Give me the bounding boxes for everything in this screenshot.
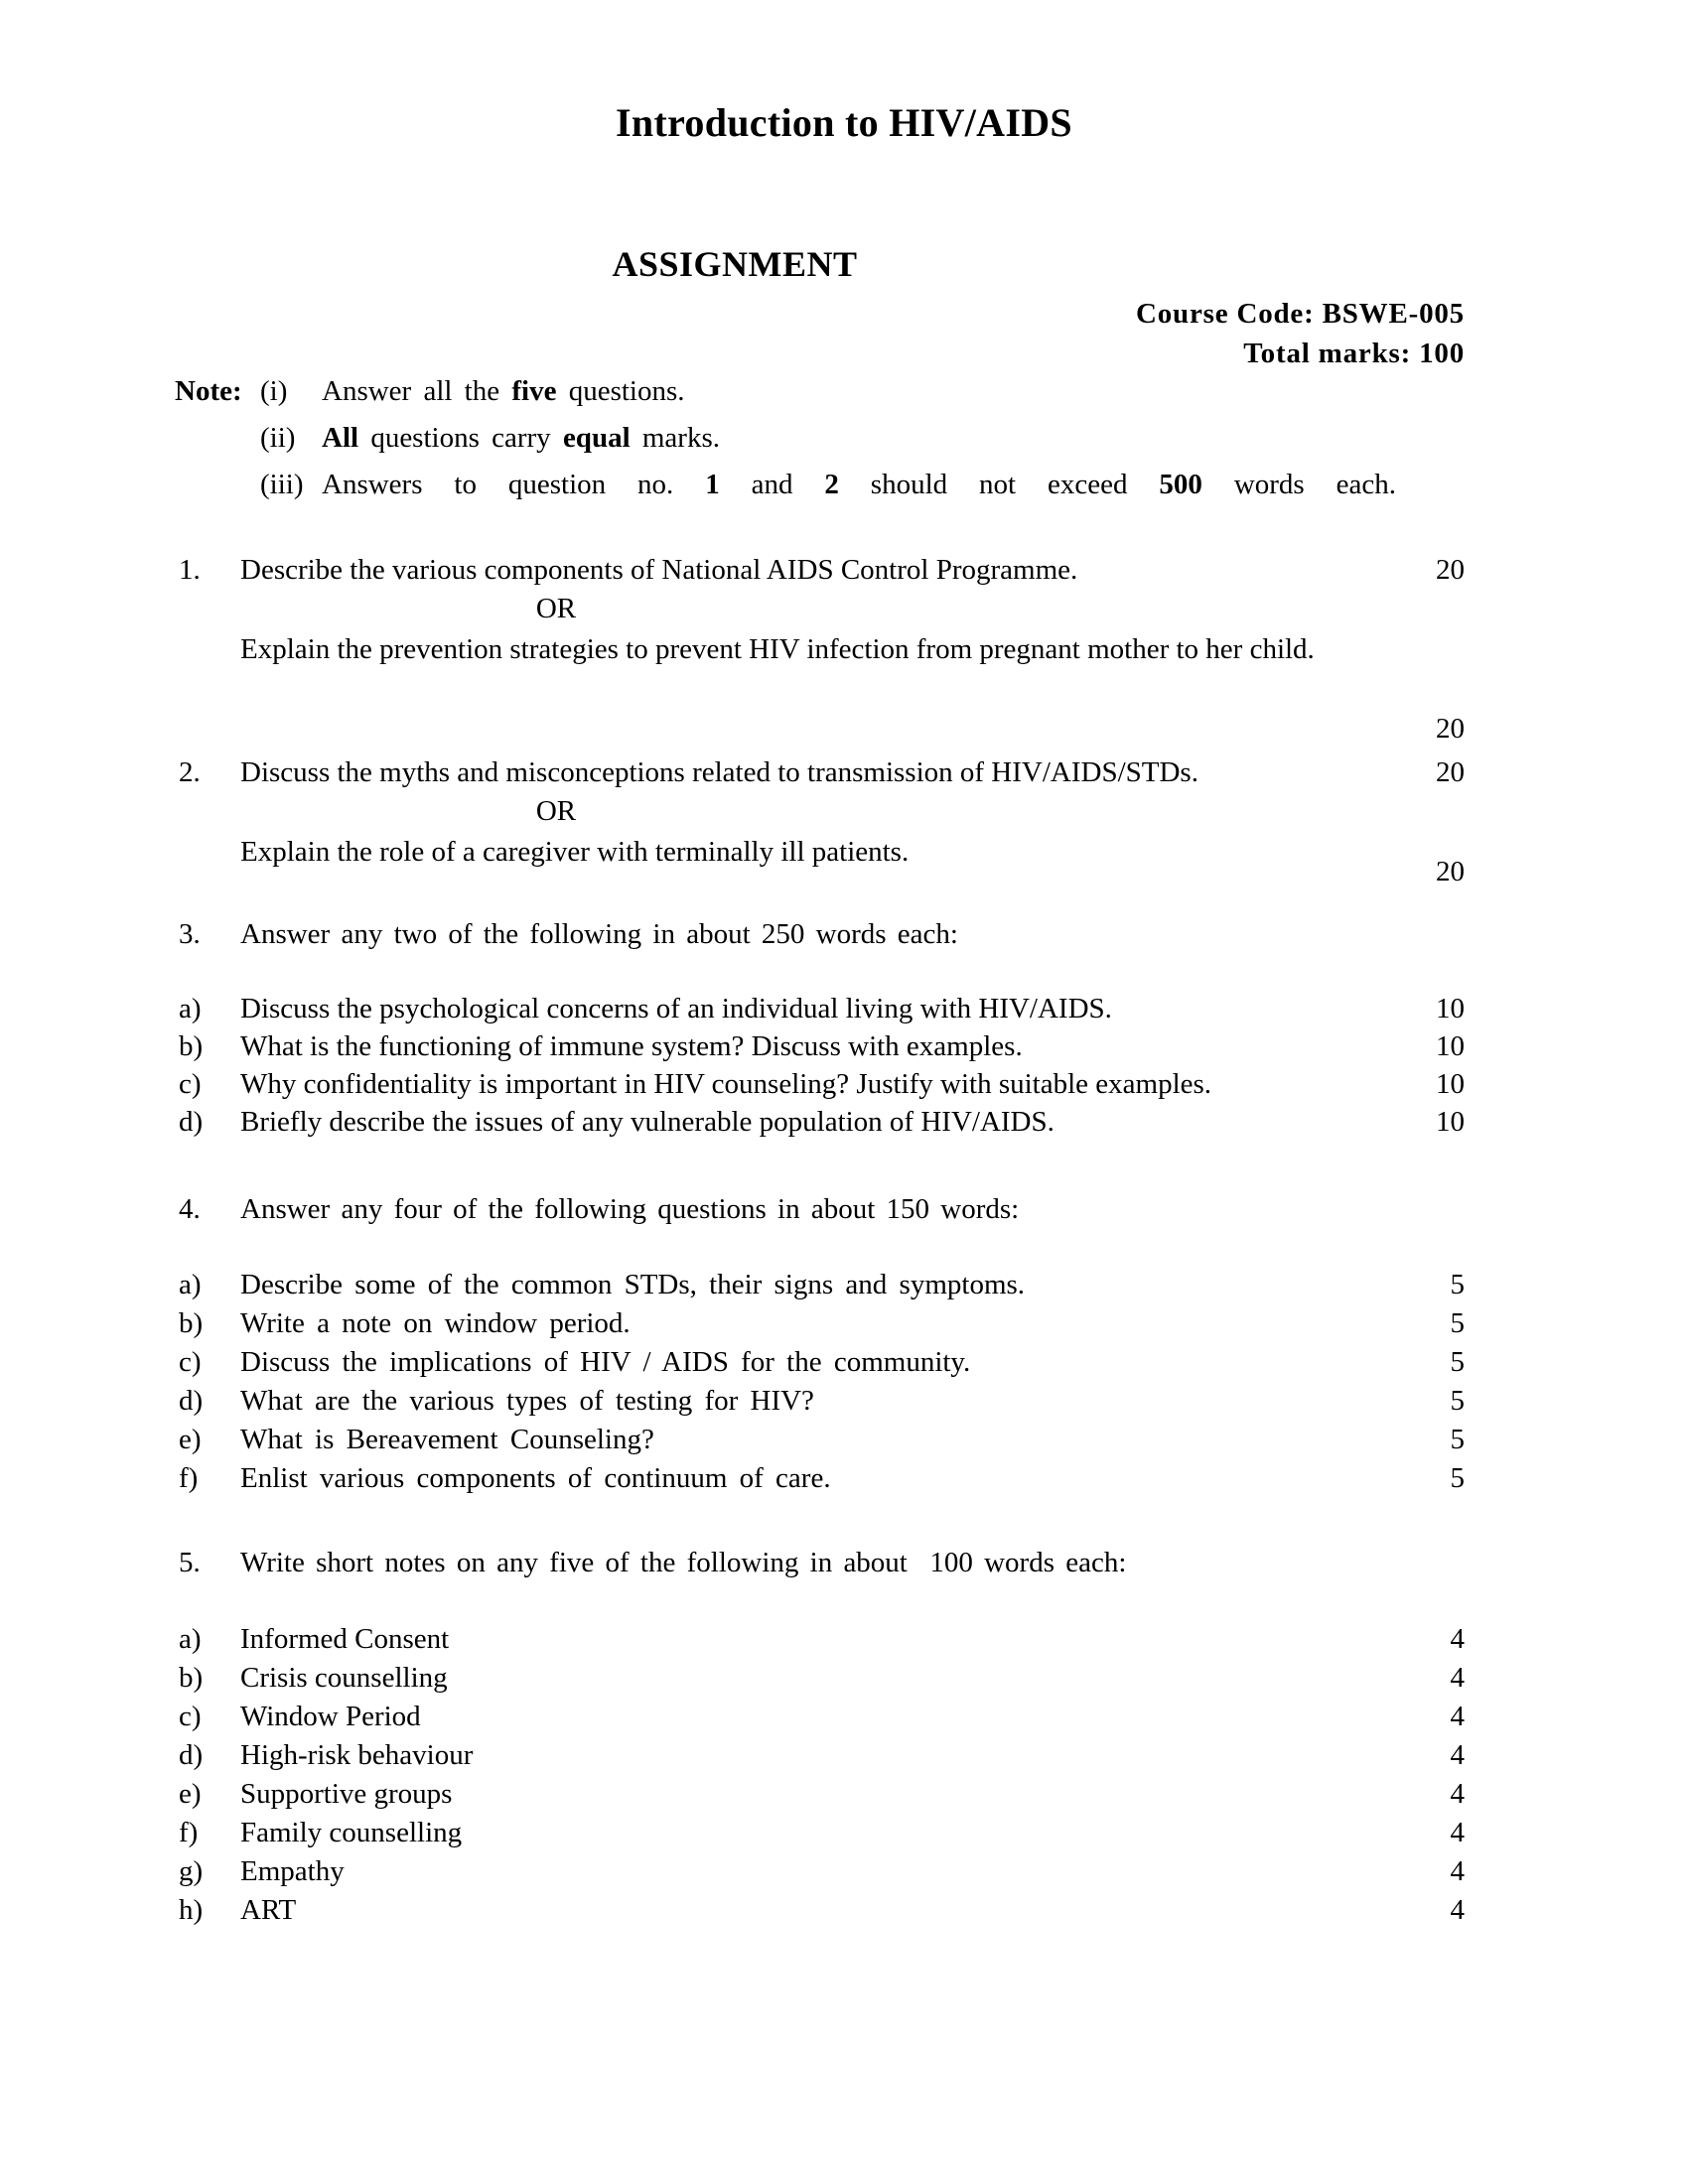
list-item [179,1030,1470,1068]
question-3 [179,918,1470,951]
question-text: Explain the prevention strategies to prevent HIV infection from pregnant mother to her child. [240,633,1315,665]
list-item-marks: 4 [1450,1855,1465,1887]
question-number: 3. [179,918,201,950]
question-stem: Answer any four of the following questions in about 150 words: [240,1193,1020,1225]
note-numeral: (i) [260,375,288,407]
question-body [240,836,1470,869]
list-item-label: d) [179,1385,204,1417]
question-5-items [179,1623,1470,1933]
list-item-text: Write a note on window period. [240,1307,631,1339]
list-item-label: c) [179,1068,202,1100]
question-number: 2. [179,756,201,788]
note-text-emphasis: All [322,422,359,454]
total-marks: Total marks: 100 [1243,338,1465,369]
question-number: 4. [179,1193,201,1225]
question-number: 1. [179,554,201,586]
note-text-emphasis: equal [562,422,631,454]
question-body [240,1193,1470,1226]
course-code: Course Code: BSWE-005 [1136,298,1465,330]
question-4-items [179,1269,1470,1501]
list-item-text: Empathy [240,1855,345,1887]
note-text-part: questions. [556,375,685,407]
question-stem: Write short notes on any five of the following in about 100 words each: [240,1547,1127,1578]
list-item-text: Crisis counselling [240,1662,448,1694]
list-item-marks: 10 [1436,993,1465,1024]
list-item-marks: 5 [1450,1462,1465,1494]
list-item-label: e) [179,1424,202,1455]
list-item-label: a) [179,993,202,1024]
list-item-text: What are the various types of testing for HIV? [240,1385,814,1417]
list-item-label: b) [179,1662,204,1694]
list-item-text: Window Period [240,1701,421,1732]
note-block [175,375,1396,515]
list-item-label: h) [179,1894,204,1926]
list-item-text: Enlist various components of continuum of care. [240,1462,831,1494]
note-text-emphasis: 2 [824,469,839,500]
list-item-text: Briefly describe the issues of any vulnerable population of HIV/AIDS. [240,1106,1055,1138]
question-marks: 20 [1436,856,1465,887]
list-item-text: Family counselling [240,1817,463,1848]
list-item-marks: 10 [1436,1068,1465,1100]
list-item-text: What is Bereavement Counseling? [240,1424,654,1455]
list-item [179,1269,1470,1307]
question-3-items [179,993,1470,1144]
note-item [175,375,1396,408]
question-body [240,1547,1470,1579]
list-item-marks: 4 [1450,1817,1465,1848]
question-body [240,918,1470,951]
list-item [179,1106,1470,1144]
list-item-marks: 5 [1450,1424,1465,1455]
page-title: Introduction to HIV/AIDS [616,100,1072,145]
list-item-marks: 4 [1450,1662,1465,1694]
list-item-marks: 5 [1450,1307,1465,1339]
list-item-label: f) [179,1462,199,1494]
question-marks: 20 [1436,713,1465,745]
note-text-emphasis: five [511,375,557,407]
question-stem-row [179,1193,1470,1226]
course-meta [1136,294,1465,373]
list-item-text: Supportive groups [240,1778,453,1810]
note-text-part: Answer all the [322,375,512,407]
list-item [179,1307,1470,1346]
list-item [179,1894,1470,1933]
list-item [179,1662,1470,1701]
question-stem-row [179,918,1470,951]
question-stem-row [179,1547,1470,1579]
question-body [240,633,1470,666]
note-text [322,469,1396,501]
question-text: Explain the role of a caregiver with terminally ill patients. [240,836,910,868]
note-text-part: questions carry [358,422,563,454]
list-item [179,1623,1470,1662]
list-item [179,1855,1470,1894]
note-numeral: (ii) [260,422,296,454]
or-separator: OR [535,795,577,827]
question-marks: 20 [1436,554,1465,586]
list-item-marks: 10 [1436,1030,1465,1062]
list-item-label: a) [179,1269,202,1300]
note-text-part: Answers to question no. [322,469,706,500]
question-4 [179,1193,1470,1226]
list-item-text: Why confidentiality is important in HIV counseling? Justify with suitable examples. [240,1068,1212,1100]
note-item [175,422,1396,455]
list-item-label: c) [179,1346,202,1378]
list-item-text: Informed Consent [240,1623,450,1655]
list-item [179,1701,1470,1739]
assignment-heading: ASSIGNMENT [612,244,858,284]
question-alternate-row [179,836,1470,869]
note-text-part: should not exceed [838,469,1160,500]
question-alternate-row [179,633,1470,666]
list-item [179,1462,1470,1501]
question-2 [179,756,1470,887]
list-item [179,1817,1470,1855]
list-item-label: a) [179,1623,202,1655]
list-item [179,1068,1470,1106]
list-item-marks: 5 [1450,1385,1465,1417]
or-separator: OR [535,593,577,624]
question-body [240,756,1470,789]
list-item-marks: 10 [1436,1106,1465,1138]
question-primary-row [179,554,1470,587]
list-item [179,1739,1470,1778]
list-item-text: High-risk behaviour [240,1739,474,1771]
list-item-marks: 5 [1450,1269,1465,1300]
question-body [240,554,1470,587]
list-item-label: b) [179,1030,204,1062]
note-text-part: words each. [1201,469,1396,500]
question-marks: 20 [1436,756,1465,788]
list-item-label: d) [179,1739,204,1771]
note-text [322,422,1396,455]
list-item-label: b) [179,1307,204,1339]
note-text-part: marks. [630,422,720,454]
list-item [179,993,1470,1030]
question-text: Describe the various components of National AIDS Control Programme. [240,554,1078,586]
list-item-label: d) [179,1106,204,1138]
list-item-text: Discuss the psychological concerns of an individual living with HIV/AIDS. [240,993,1112,1024]
note-numeral: (iii) [260,469,304,500]
list-item-label: c) [179,1701,202,1732]
note-text-emphasis: 500 [1159,469,1202,500]
list-item [179,1385,1470,1424]
question-1 [179,554,1470,745]
list-item-text: Describe some of the common STDs, their signs and symptoms. [240,1269,1026,1300]
list-item-text: ART [240,1894,297,1926]
list-item-marks: 4 [1450,1623,1465,1655]
question-stem: Answer any two of the following in about 250 words each: [240,918,958,950]
list-item-text: Discuss the implications of HIV / AIDS for the community. [240,1346,971,1378]
list-item [179,1778,1470,1817]
list-item-label: f) [179,1817,199,1848]
list-item-marks: 4 [1450,1894,1465,1926]
question-5 [179,1547,1470,1579]
list-item-marks: 5 [1450,1346,1465,1378]
question-text: Discuss the myths and misconceptions related to transmission of HIV/AIDS/STDs. [240,756,1198,788]
list-item-marks: 4 [1450,1701,1465,1732]
note-text-part: and [719,469,825,500]
list-item-marks: 4 [1450,1739,1465,1771]
list-item [179,1346,1470,1385]
list-item-label: e) [179,1778,202,1810]
note-label: Note: [175,375,242,407]
list-item-label: g) [179,1855,204,1887]
list-item-text: What is the functioning of immune system? Discuss with examples. [240,1030,1023,1062]
question-number: 5. [179,1547,201,1578]
question-primary-row [179,756,1470,789]
note-text-emphasis: 1 [705,469,720,500]
list-item [179,1424,1470,1462]
list-item-marks: 4 [1450,1778,1465,1810]
note-text [322,375,1396,408]
note-item [175,469,1396,501]
